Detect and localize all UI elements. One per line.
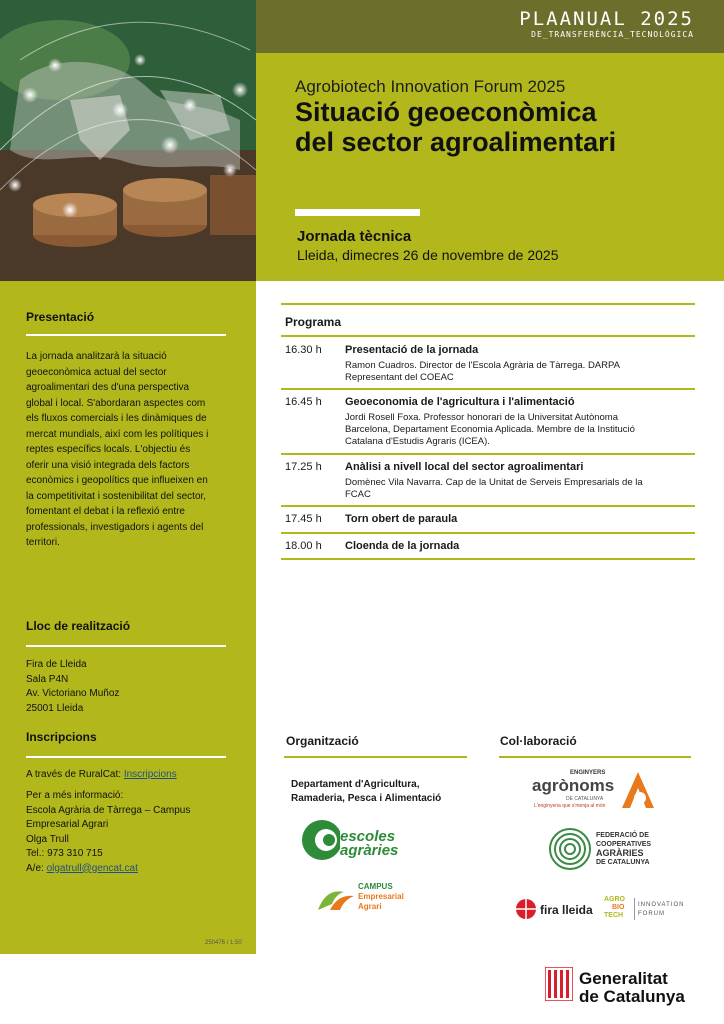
program-time: 18.00 h xyxy=(285,540,322,552)
collaboracio-rule xyxy=(499,756,691,758)
program-desc xyxy=(345,477,695,501)
plaanual-title: PLAANUAL 2025 xyxy=(519,8,694,30)
department-name xyxy=(291,778,441,806)
programa-heading: Programa xyxy=(285,315,342,329)
presentacio-line: geoeconòmica actual del sector xyxy=(26,366,167,378)
program-title: Presentació de la jornada xyxy=(345,344,479,356)
campus-swoosh-icon xyxy=(316,884,356,914)
generalitat-line: Generalitat xyxy=(579,969,668,988)
fira-globe-icon xyxy=(515,898,537,920)
escoles-agraries-logo xyxy=(300,816,400,868)
lloc-address xyxy=(26,658,119,716)
agrari-text: Agrari xyxy=(358,902,382,911)
presentacio-text xyxy=(26,349,231,551)
fira-lleida-logo xyxy=(515,898,600,922)
inscripcions-heading: Inscripcions xyxy=(26,730,97,744)
agronoms-region: DE CATALUNYA xyxy=(566,796,604,802)
address-line: Av. Victoriano Muñoz xyxy=(26,688,120,699)
hero-image xyxy=(0,0,256,281)
presentacio-line: fomentant el debat i la reflexió entre xyxy=(26,506,185,517)
presentacio-line: la competitivitat i sostenibilitat del sector, xyxy=(26,490,207,502)
agro-text: AGRO xyxy=(604,896,625,903)
programa-rule xyxy=(281,558,695,560)
programa-rule xyxy=(281,335,695,337)
contact-line: Escola Agrària de Tàrrega – Campus xyxy=(26,804,191,816)
presentacio-line: agroalimentari des d'una perspectiva xyxy=(26,382,190,393)
presentacio-line: els fluxos comercials i les dinàmiques de xyxy=(26,413,207,424)
agrobiotech-mark xyxy=(604,896,625,920)
globe-coins-illustration xyxy=(0,0,256,281)
presentacio-line: reptes específics locals. L'objectiu és xyxy=(26,444,191,455)
department-line: Ramaderia, Pesca i Alimentació xyxy=(291,793,442,804)
presentacio-line: mercat mundials, així com les polítiques i xyxy=(26,428,209,440)
jornada-label: Jornada tècnica xyxy=(297,228,412,245)
presentacio-line: professionals, investigadors i agents del xyxy=(26,521,204,533)
program-desc-line: Domènec Vila Navarra. Cap de la Unitat de Serveis Empresarials de la xyxy=(345,477,643,488)
email-prefix: A/e: xyxy=(26,862,47,874)
title-line-1: Situació geoeconòmica xyxy=(295,97,597,127)
bio-text: BIO xyxy=(612,904,625,911)
agraries-text: agràries xyxy=(340,842,399,859)
presentacio-line: La jornada analitzarà la situació xyxy=(26,351,167,362)
program-desc-line: Representant del COEAC xyxy=(345,372,454,383)
programa-rule xyxy=(281,532,695,534)
innovation-text: INNOVATION xyxy=(638,902,685,908)
presentacio-divider xyxy=(26,334,226,336)
program-time: 17.45 h xyxy=(285,513,322,525)
address-line: Sala P4N xyxy=(26,673,69,685)
lloc-heading: Lloc de realització xyxy=(26,619,131,633)
contact-line: Empresarial Agrari xyxy=(26,819,109,830)
title-divider xyxy=(295,209,420,216)
contact-info xyxy=(26,789,190,876)
contact-line: Per a més informació: xyxy=(26,790,124,801)
empresarial-text: Empresarial xyxy=(358,892,404,901)
program-title: Cloenda de la jornada xyxy=(345,540,460,552)
program-desc-line: Jordi Rosell Foxa. Professor honorari de la Universitat Autònoma xyxy=(345,412,618,423)
program-title: Anàlisi a nivell local del sector agroalimentari xyxy=(345,461,584,473)
inscripcions-prefix: A través de RuralCat: xyxy=(26,769,124,780)
presentacio-line: econòmics i geopolítics que influeixen en xyxy=(26,475,208,486)
generalitat-shield-icon xyxy=(545,967,573,1001)
title-line-2: del sector agroalimentari xyxy=(295,127,617,157)
campus-empresarial-logo xyxy=(316,882,426,916)
address-line: 25001 Lleida xyxy=(26,702,84,714)
agrobiotech-divider xyxy=(634,898,635,920)
presentacio-line: oferir una visió integrada dels factors xyxy=(26,459,190,471)
program-desc xyxy=(345,360,695,384)
program-desc-line: Ramon Cuadros. Director de l'Escola Agrària de Tàrrega. DARPA xyxy=(345,360,620,371)
presentacio-heading: Presentació xyxy=(26,310,95,324)
campus-text: CAMPUS xyxy=(358,882,393,891)
campus-wordmark xyxy=(358,882,404,912)
fcac-logo xyxy=(548,827,668,873)
plaanual-subtitle: DE_TRANSFERÈNCIA_TECNOLÒGICA xyxy=(531,30,694,39)
inscripcions-divider xyxy=(26,756,226,758)
fcac-line: DE CATALUNYA xyxy=(596,859,650,866)
program-desc-line: FCAC xyxy=(345,489,371,500)
program-desc-line: Catalana d'Estudis Agraris (ICEA). xyxy=(345,436,490,447)
generalitat-wordmark xyxy=(579,970,685,1006)
lloc-divider xyxy=(26,645,226,647)
organitzacio-rule xyxy=(284,756,467,758)
enginyers-text: ENGINYERS xyxy=(570,770,606,776)
document-code: 250476 / 1.50 xyxy=(205,940,242,946)
programa-top-rule xyxy=(281,303,695,305)
enginyers-agronoms-logo xyxy=(532,770,662,816)
contact-line: Olga Trull xyxy=(26,833,69,845)
program-time: 17.25 h xyxy=(285,461,322,473)
program-title: Torn obert de paraula xyxy=(345,513,458,525)
program-desc-line: Barcelona, Departament Economia Aplicada. Membre de la Institució xyxy=(345,424,635,435)
presentacio-line: territori. xyxy=(26,537,60,548)
address-line: Fira de Lleida xyxy=(26,659,87,670)
email-line xyxy=(26,862,190,877)
escoles-leaf-icon xyxy=(300,816,340,866)
inscripcions-line xyxy=(26,768,177,783)
contact-line: Tel.: 973 310 715 xyxy=(26,848,103,859)
page-title xyxy=(295,97,705,157)
forum-name: Agrobiotech Innovation Forum 2025 xyxy=(295,77,566,96)
escoles-wordmark xyxy=(340,830,398,858)
agronoms-text: agrònoms xyxy=(532,776,615,795)
programa-rule xyxy=(281,453,695,455)
presentacio-line: global i local. S'abordaran aspectes com xyxy=(26,397,206,409)
fcac-line: AGRÀRIES xyxy=(596,848,644,858)
fcac-line: COOPERATIVES xyxy=(596,841,652,848)
tech-text: TECH xyxy=(604,912,624,919)
innovation-forum-text xyxy=(638,901,684,919)
email-link[interactable]: olgatrull@gencat.cat xyxy=(46,862,138,874)
programa-rule xyxy=(281,388,695,390)
event-date-place: Lleida, dimecres 26 de novembre de 2025 xyxy=(297,247,559,263)
generalitat-line: de Catalunya xyxy=(579,987,685,1006)
program-time: 16.45 h xyxy=(285,396,322,408)
fcac-rings-icon xyxy=(548,827,592,871)
fira-text: fira lleida xyxy=(540,903,593,917)
program-time: 16.30 h xyxy=(285,344,322,356)
fcac-line: FEDERACIÓ DE xyxy=(596,832,649,839)
programa-rule xyxy=(281,505,695,507)
escoles-text: escoles xyxy=(340,828,396,845)
department-line: Departament d'Agricultura, xyxy=(291,779,420,790)
fcac-wordmark xyxy=(596,831,651,867)
collaboracio-heading: Col·laboració xyxy=(500,734,577,748)
agronoms-a-icon xyxy=(618,770,658,810)
agronoms-tagline: L'enginyeria que s'menja al món xyxy=(534,803,606,809)
inscripcions-link[interactable]: Inscripcions xyxy=(123,769,177,780)
agrobiotech-logo xyxy=(604,896,694,924)
plaanual-logo xyxy=(519,8,694,39)
organitzacio-heading: Organització xyxy=(286,734,359,748)
forum-text: FORUM xyxy=(638,911,665,917)
program-desc xyxy=(345,412,695,448)
program-title: Geoeconomia de l'agricultura i l'alimentació xyxy=(345,396,575,408)
